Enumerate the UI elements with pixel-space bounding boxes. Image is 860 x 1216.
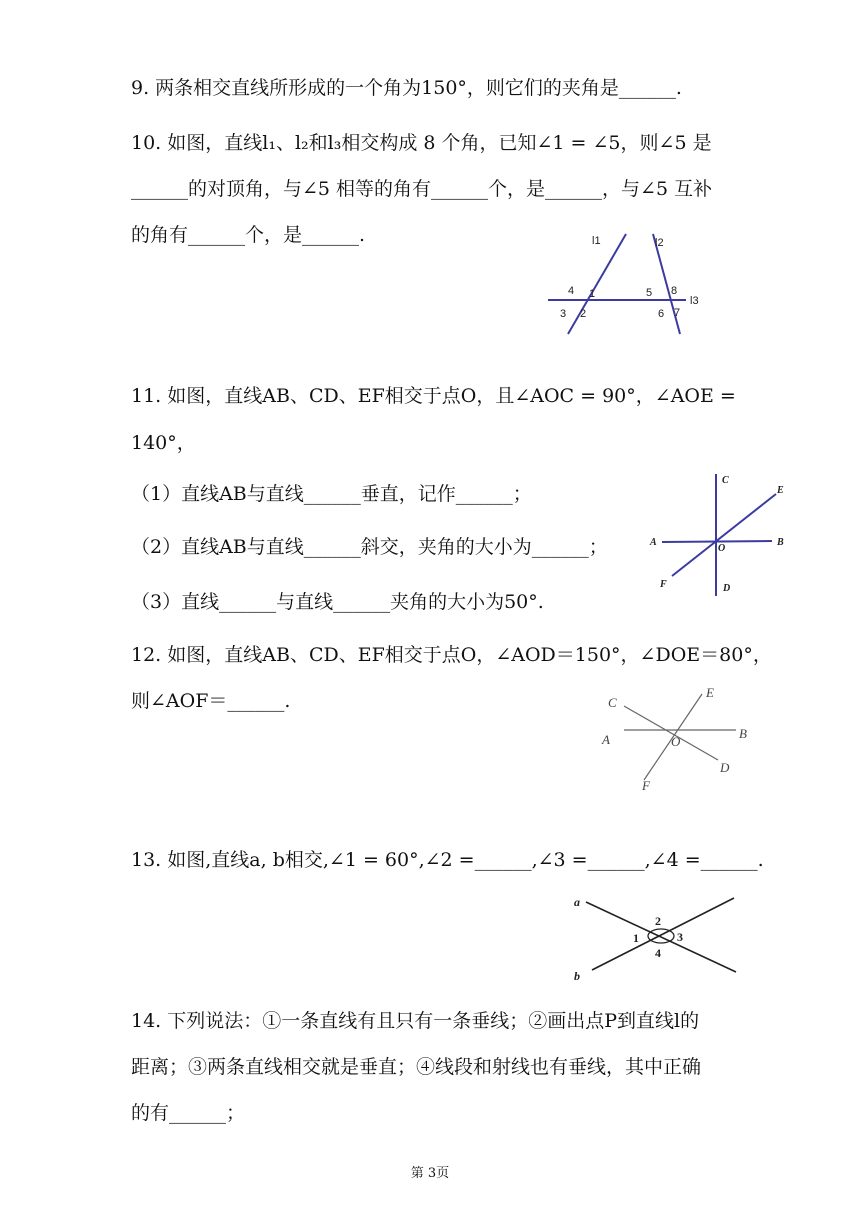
angle-2: 2 [655,914,661,928]
angle-7: 7 [674,307,681,319]
line-cd [624,706,718,760]
label-a: a [574,895,580,909]
angle-4: 4 [655,946,661,960]
q10-line-2: ______的对顶角，与∠5 相等的角有______个，是______，与∠5 互补 [131,178,713,200]
angle-arc [648,929,674,943]
label-a: A [650,537,657,548]
angle-8: 8 [671,285,678,297]
q13-figure [566,890,746,986]
label-e: E [777,485,784,496]
q11-figure [640,468,800,602]
q10-figure [540,228,710,340]
q12-line-2: 则∠AOF＝______. [131,690,291,712]
q11-line-3: （1）直线AB与直线______垂直，记作______； [131,483,532,505]
label-f: F [660,579,667,590]
q10-line-3: 的角有______个，是______. [131,224,366,246]
angle-4: 4 [568,285,575,297]
label-b: b [574,969,580,983]
q14-line-1: 14. 下列说法：①一条直线有且只有一条垂线；②画出点P到直线l的 [131,1010,700,1032]
label-f: F [642,778,650,793]
label-b: B [777,537,784,548]
label-l3: l3 [690,295,699,307]
label-l1: l1 [592,235,601,247]
q14-line-3: 的有______； [131,1102,246,1124]
q12-line-1: 12. 如图，直线AB、CD、EF相交于点O，∠AOD＝150°，∠DOE＝80°， [131,644,772,666]
label-c: C [608,695,617,710]
angle-6: 6 [658,308,665,320]
q11-line-1: 11. 如图，直线AB、CD、EF相交于点O，且∠AOC = 90°，∠AOE = [131,385,736,407]
label-e: E [706,685,714,700]
label-o: O [718,543,726,554]
q10-line-1: 10. 如图，直线l₁、l₂和l₃相交构成 8 个角，已知∠1 = ∠5，则∠5 是 [131,132,712,154]
q9-line-1: 9. 两条相交直线所形成的一个角为150°，则它们的夹角是______. [131,77,682,99]
angle-2: 2 [580,308,587,320]
label-b: B [739,726,747,741]
q11-line-2: 140°， [131,432,196,454]
angle-3: 3 [677,930,683,944]
label-d: D [723,583,731,594]
label-o: O [671,734,681,749]
angle-1: 1 [589,288,596,300]
q11-line-5: （3）直线______与直线______夹角的大小为50°. [131,591,544,613]
line-b [592,898,734,970]
line-ef [672,494,776,576]
label-c: C [722,475,729,486]
line-l1 [568,234,626,334]
q12-figure [596,680,766,798]
page-number: 第 3页 [410,1166,450,1181]
q11-line-4: （2）直线AB与直线______斜交，夹角的大小为______； [131,536,608,558]
q14-line-2: 距离；③两条直线相交就是垂直；④线段和射线也有垂线，其中正确 [131,1056,702,1078]
angle-1: 1 [633,931,639,945]
angle-5: 5 [646,287,653,299]
label-l2: l2 [655,237,664,249]
q13-line-1: 13. 如图,直线a, b相交,∠1 = 60°,∠2 =______,∠3 =______,∠4 =______. [131,849,764,871]
label-d: D [720,760,730,775]
angle-3: 3 [560,308,567,320]
label-a: A [602,732,610,747]
